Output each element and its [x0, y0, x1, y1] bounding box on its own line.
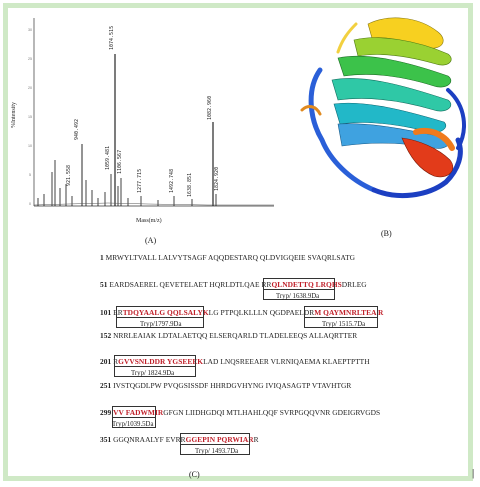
peptide-box [263, 278, 335, 290]
peptide-highlight: TDQYAALG QQLSALYK [122, 308, 209, 317]
peptide-highlight: M QAYMNRLTEA R [314, 308, 384, 317]
line-number: 351 [100, 435, 112, 444]
sequence-text: ER [111, 308, 123, 317]
sequence-text: LAD LNQSREEAER VLRNIQAEMA KLAEPTPTTH [203, 357, 370, 366]
peak-label: 1492.748 [169, 168, 175, 193]
tryptic-mass-label: Tryp/ 1638.9Da [276, 293, 320, 300]
sequence-text: MRWYLTVALL LALVYTSAGF AQQDESTARQ QLDVIGQEIE SVAQRLSATG [103, 253, 356, 262]
peak-label: 1059.481 [105, 145, 111, 170]
peptide-highlight: GGEPIN PQRWIAR [185, 435, 254, 444]
peptide-box [304, 306, 378, 318]
panel-label-c: (C) [189, 470, 200, 479]
line-number: 1 [100, 253, 104, 262]
line-number: 201 [100, 357, 112, 366]
y-axis-label: %Intensity [11, 102, 17, 128]
y-tick: 0 [29, 202, 31, 206]
peak-label: 1824.920 [214, 166, 220, 191]
peptide-highlight: VV FADWMIR [113, 408, 164, 417]
tryptic-mass-label: Tryp/ 1515.7Da [322, 321, 366, 328]
y-tick: 10 [28, 144, 32, 148]
tryptic-mass-label: Tryp/1797.9Da [140, 321, 182, 328]
y-tick: 25 [28, 57, 32, 61]
peak-label: 1082.960 [207, 95, 213, 120]
sequence-text: R [111, 357, 119, 366]
peak-label: 1638.851 [187, 172, 193, 197]
sequence-text: DRLEG [341, 280, 367, 289]
sequence-text: GGQNRAALYF EVRR [111, 435, 186, 444]
x-axis-label: Mass(m/z) [136, 218, 162, 224]
y-tick: 30 [28, 28, 32, 32]
peptide-highlight: GVVSNLDDR YGSEEEK [118, 357, 204, 366]
peptide-highlight: QLNDETTQ LRQHS [271, 280, 342, 289]
line-number: 152 [100, 331, 112, 340]
tryptic-mass-label: Tryp/ 1824.9Da [131, 370, 175, 377]
tryptic-mass-label: Tryp/1039.5Da [112, 421, 154, 428]
peak-label: 1106.567 [117, 149, 123, 174]
sequence-line [100, 381, 351, 390]
peak-label: 921.558 [66, 164, 72, 186]
sequence-text: IVSTQGDLPW PVQGSISSDF HHRDGVHYNG IVIQASAGTP VTAVHTGR [111, 381, 352, 390]
peak-label: 940.492 [74, 118, 80, 140]
peptide-box [114, 355, 196, 367]
sequence-text: R [253, 435, 259, 444]
peptide-box [112, 406, 156, 418]
line-number: 51 [100, 280, 108, 289]
sequence-text: NRRLEAIAK LDTALAETQQ ELSERQARLD TLADELEEQS ALLAQRTTER [111, 331, 358, 340]
peak-label: 1074.515 [109, 25, 115, 50]
sequence-text: GFGN LIIDHGDQI MTLHAHLQQF SVRPGQQVNR GDEIGRVGDS [163, 408, 381, 417]
line-number: 299 [100, 408, 112, 417]
sequence-line [100, 253, 355, 262]
panel-label-a: (A) [145, 236, 157, 245]
y-tick: 15 [28, 115, 32, 119]
sequence-line [100, 331, 357, 340]
peptide-box [180, 433, 250, 445]
peak-label: 1277.715 [137, 168, 143, 193]
peptide-box [116, 306, 204, 318]
panel-label-b: (B) [381, 229, 392, 238]
sequence-text: LG PTPQLKLLLN QGDPAELDR [208, 308, 315, 317]
y-tick: 20 [28, 86, 32, 90]
y-tick: 5 [29, 173, 31, 177]
line-number: 101 [100, 308, 112, 317]
text-cursor-icon: | [472, 467, 475, 479]
tryptic-mass-label: Tryp/ 1493.7Da [195, 448, 239, 455]
line-number: 251 [100, 381, 112, 390]
sequence-text: EARDSAEREL QEVETELAET HQRLDTLQAE RR [107, 280, 272, 289]
